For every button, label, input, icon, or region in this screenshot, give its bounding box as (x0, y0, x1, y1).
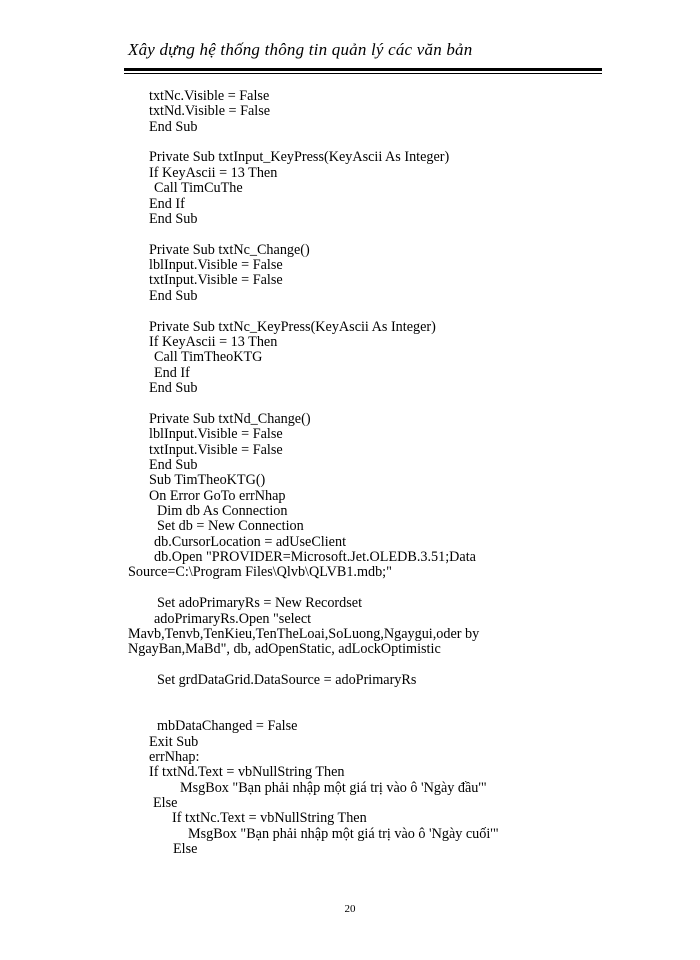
code-line: If KeyAscii = 13 Then (149, 164, 278, 181)
code-line: Dim db As Connection (157, 502, 288, 519)
code-line: lblInput.Visible = False (149, 426, 283, 443)
code-line: Private Sub txtNc_Change() (149, 241, 310, 258)
code-line: MsgBox "Bạn phải nhập một giá trị vào ô 'Ngày cuối'" (188, 825, 499, 842)
code-line: txtNd.Visible = False (149, 103, 271, 120)
code-line: End Sub (149, 456, 198, 473)
page-number: 20 (344, 903, 356, 915)
code-line: Call TimCuThe (154, 180, 243, 197)
code-line: Else (153, 795, 178, 812)
code-line: If KeyAscii = 13 Then (149, 333, 278, 350)
code-line: mbDataChanged = False (157, 718, 298, 735)
code-line: Set grdDataGrid.DataSource = adoPrimaryRs (157, 672, 417, 689)
code-line: errNhap: (149, 748, 200, 765)
code-line: Mavb,Tenvb,TenKieu,TenTheLoai,SoLuong,Ngaygui,oder by (128, 625, 480, 642)
code-line: Private Sub txtNc_KeyPress(KeyAscii As Integer) (149, 318, 436, 335)
code-line: On Error GoTo errNhap (149, 487, 286, 504)
code-line: Set db = New Connection (157, 518, 304, 535)
code-line: adoPrimaryRs.Open "select (154, 610, 312, 627)
header-rule-thin (124, 73, 602, 74)
code-line: End Sub (149, 380, 198, 397)
header-rule-thick (124, 68, 602, 71)
code-line: txtNc.Visible = False (149, 88, 270, 104)
code-line: Else (173, 841, 198, 858)
code-line: lblInput.Visible = False (149, 257, 283, 274)
code-line: End If (149, 195, 185, 212)
code-line: txtInput.Visible = False (149, 272, 283, 289)
page-header-title: Xây dựng hệ thống thông tin quản lý các văn bản (128, 40, 473, 59)
code-line: db.Open "PROVIDER=Microsoft.Jet.OLEDB.3.51;Data (154, 549, 476, 566)
code-line: NgayBan,MaBd", db, adOpenStatic, adLockOptimistic (128, 641, 441, 658)
code-line: End Sub (149, 287, 198, 304)
code-line: txtInput.Visible = False (149, 441, 283, 458)
code-line: Sub TimTheoKTG() (149, 472, 266, 489)
code-line: Exit Sub (149, 733, 199, 750)
code-line: Set adoPrimaryRs = New Recordset (157, 595, 363, 612)
code-line: End If (154, 364, 190, 381)
code-line: End Sub (149, 210, 198, 227)
code-line: Source=C:\Program Files\Qlvb\QLVB1.mdb;" (128, 564, 392, 581)
code-line: Call TimTheoKTG (154, 349, 263, 366)
code-line: If txtNd.Text = vbNullString Then (149, 764, 345, 781)
code-line: Private Sub txtInput_KeyPress(KeyAscii As Integer) (149, 149, 450, 166)
code-line: Private Sub txtNd_Change() (149, 410, 311, 427)
code-line: End Sub (149, 118, 198, 135)
code-line: MsgBox "Bạn phải nhập một giá trị vào ô 'Ngày đầu'" (180, 779, 487, 796)
code-line: db.CursorLocation = adUseClient (154, 533, 347, 550)
code-line: If txtNc.Text = vbNullString Then (172, 810, 367, 827)
